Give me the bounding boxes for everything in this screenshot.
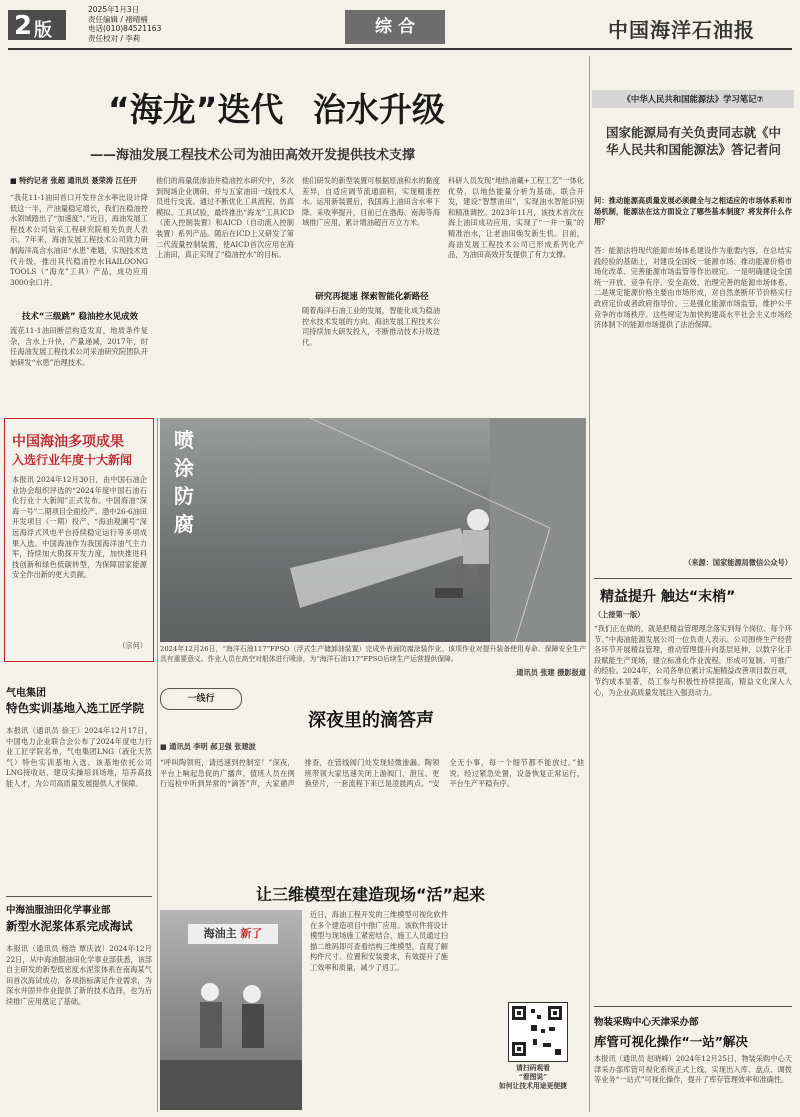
refine-title: 精益提升 触达“末梢” — [600, 589, 736, 605]
procure-title: 库管可视化操作“一站”解决 — [594, 1034, 748, 1049]
lead-col-2: 他们的海量低渗油井稳油控水研究中，多次到现场企业调研，并与五家油田一线技术人员进行交流。通过不断优化工具流程、仿真模拟、工具试验，最终推出“海龙”工具ICD（流入控制装置）和AICD（自动流入控制装置）系列产品。随后在ICD上又研发了第二代流量控制装置，使AICD首次应用在海上油田，真正实现了“稳油控水”的目标。 — [156, 176, 294, 260]
study-notes-kicker — [592, 90, 794, 108]
top-news-title-2: 入选行业年度十大新闻 — [12, 453, 133, 467]
page-number-badge — [8, 10, 66, 40]
brief-cement — [6, 902, 154, 1112]
qr-code[interactable] — [508, 1002, 568, 1062]
lead-col-3b: 随着海洋石油工业的发展，智能化成为稳油控水技术发展的方向。海油发展工程技术公司持续加大研发投入，不断推动技术升级迭代。 — [302, 306, 440, 347]
bim-photo-banner-sub: 新了 — [240, 927, 263, 940]
study-notes-kicker-text: 《中华人民共和国能源法》学习笔记⑦ — [622, 94, 764, 104]
editor: 责任编辑 / 褚晴楠 — [88, 14, 148, 24]
bim-story-title: 让三维模型在建造现场“活”起来 — [256, 885, 486, 904]
night-story-body: “呼叫陶领班，请迅速到控制室！”深夜，平台上响起急促的广播声。值班人员在例行巡检中听到异常的“滴答”声，大家循声排查，在管线阀门处发现轻微渗漏。陶领班带领大家迅速关闭上游阀门，泄压、更换垫片，一套流程下来已是凌晨两点。“安全无小事，每一个细节都不能放过。”他说。经过紧急处置，设备恢复正常运行，平台生产平稳有序。 — [160, 758, 584, 789]
masthead — [0, 0, 800, 50]
lead-subtitle: ——海油发展工程技术公司为油田高效开发提供技术支撑 — [90, 148, 416, 163]
bim-story-body-2 — [456, 910, 586, 992]
spray-worker-illustration — [160, 418, 586, 642]
top-news-box — [4, 418, 154, 662]
refine-story — [592, 584, 794, 1002]
right-divider-2 — [594, 1006, 792, 1007]
study-notes — [592, 60, 794, 576]
bim-photo-banner-text: 海油主 — [203, 927, 237, 940]
procure-company: 物装采购中心天津采办部 — [594, 1017, 699, 1028]
refine-subtitle: （上接第一版） — [594, 610, 645, 619]
section-tab — [345, 10, 445, 44]
brief-cement-company: 中海油服油田化学事业部 — [6, 905, 111, 916]
brief-divider — [6, 896, 152, 897]
refine-body: “我们正在做的，就是把精益管理理念落实到每个岗位、每个环节。”中海油能源发展公司一位负责人表示。公司围绕生产经营各环节开展精益管理，推动管理提升向基层延伸，以数字化手段赋能生产现场，建立标准化作业流程，形成可复制、可推广的经验。2024年，公司各单位累计实施精益改善项目数百项，节约成本显著，员工参与积极性持续提高，精益文化深入人心，为企业高质量发展注入强劲动力。 — [594, 624, 792, 697]
brief-gas-power-body: 本报讯（通讯员 徐王）2024年12月17日，中国电力企业联合会公布了2024年度电力行业工匠学院名单，气电集团LNG（液化天然气）特色实训基地入选。该基地依托公司LNG接收站，建设实操培训场地，培养高技能人才，为公司高质量发展提供人才保障。 — [6, 726, 152, 788]
paper-name: 中国海洋石油报 — [608, 18, 755, 42]
lead-headline-part-a: “海龙”迭代 — [108, 90, 284, 129]
study-notes-title: 国家能源局有关负责同志就《中华人民共和国能源法》答记者问 — [606, 125, 782, 157]
lead-headline-part-b: 治水升级 — [312, 90, 445, 129]
lead-col-3-subhead: 研究再提速 探索智能化新路径 — [315, 292, 429, 302]
brief-cement-body: 本报讯（通讯员 杨浩 覃庆波）2024年12月22日，从中海油服油田化学事业部获悉，该部自主研发的新型低密度水泥浆体系在南海某气田首次海试成功，各项指标满足作业需求，为深水井固井作业提供了新的技术选择，也为后续推广应用奠定了基础。 — [6, 944, 152, 1006]
page-number: 2 — [14, 11, 33, 41]
bim-story — [160, 880, 586, 1112]
procure-story — [592, 1012, 794, 1114]
night-story-title: 深夜里的滴答声 — [308, 710, 434, 731]
column-rule-left — [157, 418, 158, 1112]
photo-title-char: 涂 — [174, 456, 194, 480]
lead-col-1: “我花11-1油田首口开发井含水率比设计降低这一半，产油量稳定增长，我们在稳油控水领域踏出了“加速度”。”近日，海油发展工程技术公司钻采工程研究院相关负责人表示。7年来，海油发展工程技术公司致力研制海洋高含水油田“水患”难题，实现技术迭代升级，推出其代稳油控水HAILOONG TOOLS（“海龙”工具）产品，成功应用3000余口井。 — [10, 193, 148, 287]
section-name: 综 合 — [375, 17, 415, 37]
photo-credit: 通讯员 张建 摄影报道 — [516, 668, 586, 677]
procure-body: 本报讯（通讯员 赵晓峰）2024年12月25日，物装采购中心天津采办部库管可视化系统正式上线，实现出入库、盘点、调拨等业务“一站式”可视化操作，提升了库存管理效率和准确性。 — [594, 1054, 792, 1085]
lead-col-3: 他们研发的新型装置可根据原油和水的黏度差异，自适应调节流通面积，实现精准控水。运用新装置后，我国海上油田含水率下降、采收率提升，目前已在渤海、南海等海域推广应用，累计增油超百万立方米。 — [302, 176, 440, 228]
study-notes-question: 问：推动能源高质量发展必须健全与之相适应的市场体系和市场机制，能源法在这方面设立了哪些基本制度？将发挥什么作用？ — [594, 196, 792, 227]
lead-col-4: 科研人员发现“地热油藏+工程工艺”一体化优势，以地热能量分析为基础，联合开发，建设“智慧油田”，实现油水智能识别和精准调控。2023年11月，该技术首次在海上油田成功应用，实现了“一井一策”的精准治水，让老油田焕发新生机。目前，海油发展工程技术公司已形成系列化产品，为油田高效开发提供了有力支撑。 — [448, 176, 584, 260]
page-suffix: 版 — [34, 20, 52, 41]
lead-story — [8, 60, 586, 412]
lead-headline — [108, 84, 445, 131]
photo-caption: 2024年12月26日，“海洋石油117”FPSO（浮式生产储卸油装置）完成外表面防腐涂装作业。该项作业对提升装备使用寿命、保障安全生产具有重要意义。作业人员在高空对船体进行喷涂，为“海洋石油117”FPSO后续生产运营提供保障。 — [160, 645, 586, 663]
top-news-author: （宗何） — [118, 641, 147, 650]
kicker-badge — [160, 688, 242, 710]
photo-title-char: 喷 — [174, 428, 194, 452]
top-news-body: 本报讯 2024年12月30日，由中国石油企业协会组织评选的“2024年度中国石油石化行业十大新闻”正式发布。中国海油“深海一号”二期项目全面投产、渤中26-6油田开发项目（一期）投产、“海油观澜号”深远海浮式风电平台持续稳定运行等多项成果入选。中国海油作为我国海洋油气主力军，持续加大勘探开发力度，加快推进科技创新和绿色低碳转型，为保障国家能源安全作出新的更大贡献。 — [12, 475, 147, 580]
bim-photo — [160, 910, 302, 1110]
issue-date: 2025年1月3日 — [88, 5, 140, 14]
brief-cement-title: 新型水泥浆体系完成海试 — [6, 919, 133, 933]
night-story-byline: ■ 通讯员 李明 郝卫强 张建波 — [160, 742, 256, 751]
photo-title-char: 防 — [174, 484, 194, 508]
brief-gas-power-title: 特色实训基地入选工匠学院 — [6, 701, 144, 715]
night-story — [160, 684, 586, 872]
photo-title-char: 腐 — [174, 512, 194, 536]
lead-byline: ■ 特约记者 张超 通讯员 聂荣涛 江任开 — [10, 176, 138, 185]
study-notes-body: 答：能源法将现代能源市场体系建设作为重要内容，在总结实践经验的基础上，对建设全国统一能源市场、推动能源价格市场化改革、完善能源市场监管等作出规定。一是明确建设全国统一开放、竞争有序、安全高效、治理完善的能源市场体系。二是规定能源价格主要由市场形成，对自然垄断环节价格实行政府定价或者政府指导价。三是强化能源市场监管，维护公平竞争的市场秩序。这些规定为加快构建高水平社会主义市场经济体制下的能源市场提供了法治保障。 — [594, 246, 792, 330]
right-divider-1 — [594, 578, 792, 579]
qr-caption-line-2: “看图说” — [518, 1073, 548, 1081]
kicker-label: 一线行 — [187, 694, 215, 704]
lead-col-1-subhead: 技术“三级跳” 稳油控水见成效 — [21, 312, 139, 322]
masthead-info — [88, 5, 161, 43]
qr-pattern-icon — [509, 1003, 565, 1059]
brief-gas-power-company: 气电集团 — [6, 688, 46, 699]
bim-story-body: 近日，海油工程开发的三维模型可视化软件在多个建造项目中推广应用。该软件将设计模型与现场施工紧密结合，施工人员通过扫描二维码即可查看结构三维模型，直观了解构件尺寸、位置和安装要求，有效提升了施工效率和质量，减少了返工。 — [310, 910, 448, 972]
qr-caption-line-1: 请扫码观看 — [516, 1064, 550, 1072]
column-rule-right — [589, 56, 590, 1112]
brief-gas-power — [6, 684, 154, 894]
qr-caption — [480, 1064, 586, 1091]
anticorrosion-photo — [160, 418, 586, 642]
study-notes-source: （来源：国家能源局微信公众号） — [684, 558, 792, 567]
workers-illustration — [160, 910, 302, 1110]
phone: 电话(010)84521163 — [88, 24, 162, 34]
qr-caption-line-3: 如何让技术用途更便捷 — [499, 1082, 567, 1090]
proofreader: 责任校对 / 李莉 — [88, 33, 141, 43]
photo-title — [174, 426, 204, 538]
top-news-title-1: 中国海油多项成果 — [12, 434, 124, 450]
masthead-rule — [8, 48, 792, 50]
lead-col-1b: 流花11-1油田断层构造发育，地质条件复杂，含水上升快，产量递减，2017年，时任海油发展工程技术公司采油研究院团队开始研发“水患”治理技术。 — [10, 326, 148, 367]
